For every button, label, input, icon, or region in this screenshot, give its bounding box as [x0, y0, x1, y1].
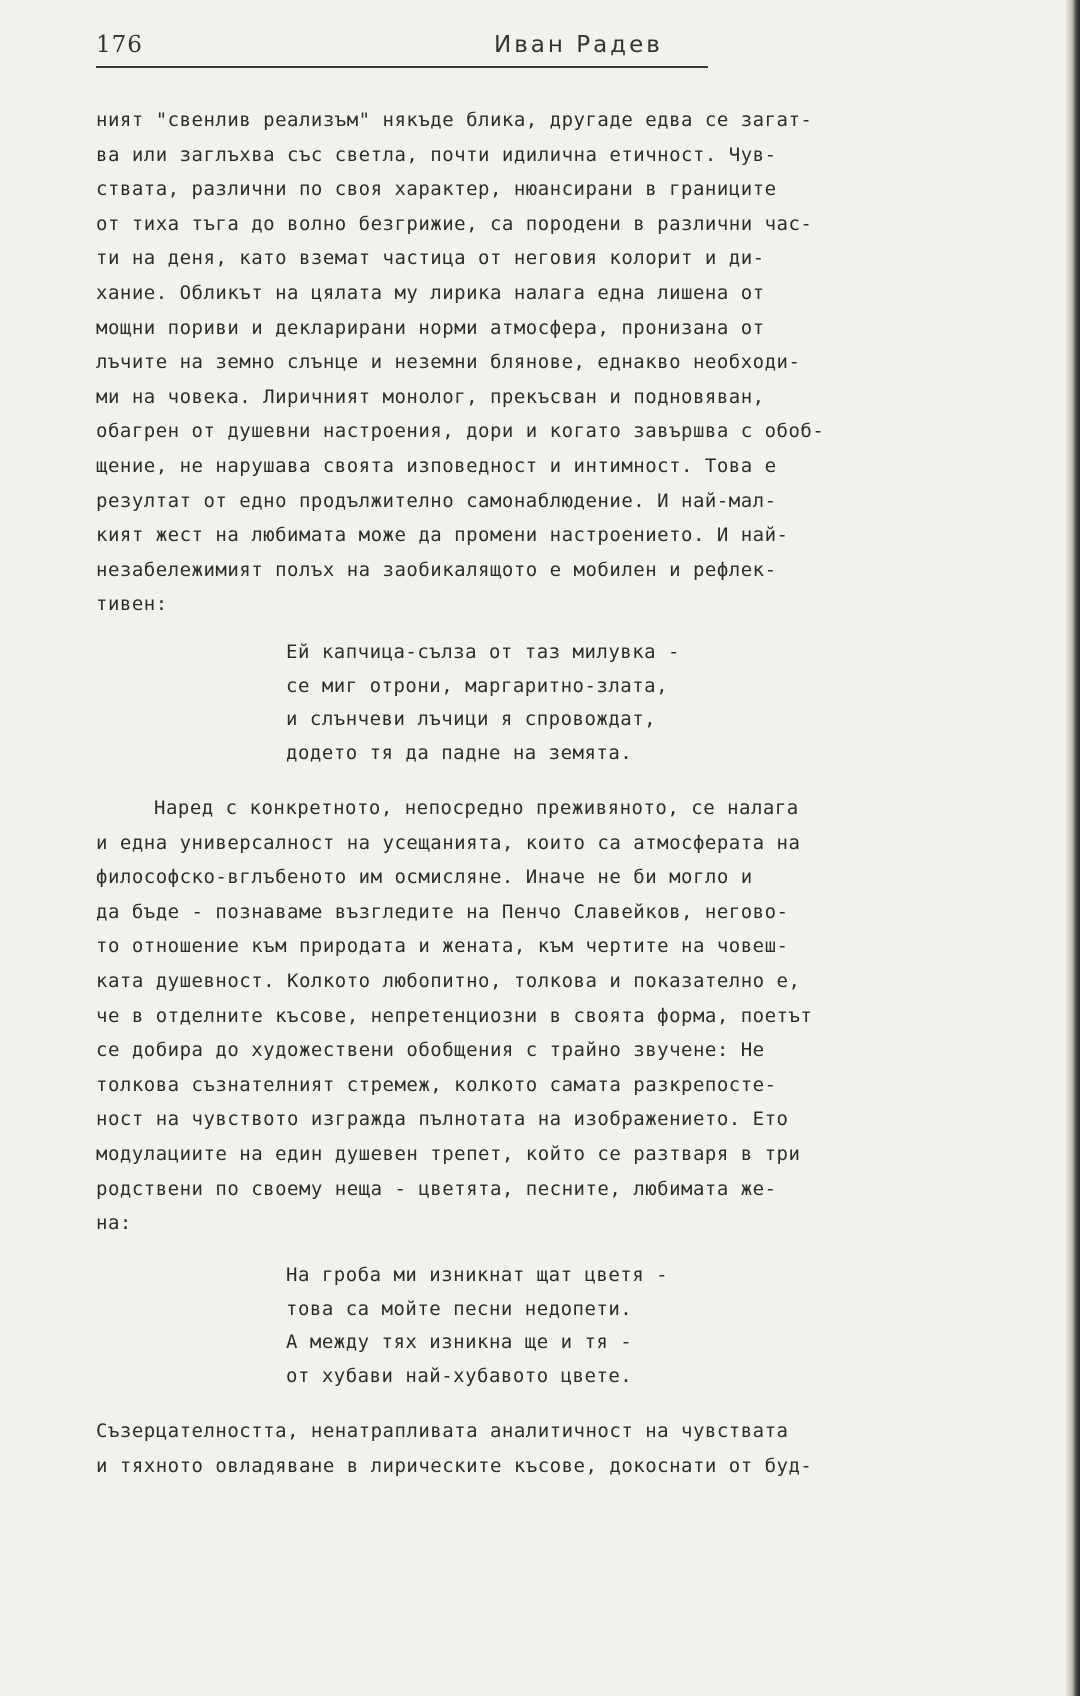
- text-line: че в отделните късове, непретенциозни в своята форма, поетът: [96, 1004, 813, 1027]
- text-line: и тяхното овладяване в лирическите късове, докоснати от буд-: [96, 1454, 813, 1477]
- running-head: Иван Радев: [494, 32, 663, 58]
- text-line: да бъде - познаваме възгледите на Пенчо Славейков, негово-: [96, 900, 789, 923]
- text-line: мощни пориви и декларирани норми атмосфера, пронизана от: [96, 316, 765, 339]
- page-number: 176: [96, 32, 143, 58]
- text-line: то отношение към природата и жената, към чертите на човеш-: [96, 935, 789, 958]
- text-line: Наред с конкретното, непосредно преживяното, се налага: [154, 797, 799, 819]
- verse-quote-1: [286, 636, 886, 770]
- text-line: родствени по своему неща - цветята, песните, любимата же-: [96, 1177, 777, 1200]
- verse-line: и слънчеви лъчици я спровождат,: [286, 708, 657, 730]
- text-line: толкова съзнателният стремеж, колкото самата разкрепосте-: [96, 1073, 777, 1096]
- paragraph-2: [96, 791, 1056, 1241]
- text-line: кият жест на любимата може да промени настроението. И най-: [96, 524, 789, 547]
- text-line: ност на чувството изгражда пълнотата на изображението. Ето: [96, 1108, 789, 1131]
- text-line: ката душевност. Колкото любопитно, толкова и показателно е,: [96, 969, 801, 992]
- text-line: Съзерцателността, ненатрапливата аналитичност на чувствата: [96, 1420, 789, 1442]
- text-line: ти на деня, като вземат частица от неговия колорит и ди-: [96, 247, 765, 270]
- text-line: ствата, различни по своя характер, нюансирани в границите: [96, 178, 777, 201]
- paragraph-3: [96, 1414, 1056, 1483]
- page-header: [96, 30, 708, 68]
- text-line: щение, не нарушава своята изповедност и интимност. Това е: [96, 454, 777, 477]
- text-line: резултат от едно продължително самонаблюдение. И най-мал-: [96, 489, 777, 512]
- text-line: философско-вглъбеното им осмисляне. Иначе не би могло и: [96, 866, 753, 889]
- text-line: тивен:: [96, 593, 168, 616]
- text-line: обагрен от душевни настроения, дори и когато завършва с обоб-: [96, 420, 825, 443]
- text-line: ва или заглъхва със светла, почти идилична етичност. Чув-: [96, 143, 777, 166]
- text-line: хание. Обликът на цялата му лирика налага една лишена от: [96, 281, 765, 304]
- text-line: на:: [96, 1212, 132, 1235]
- verse-line: това са мойте песни недопети.: [286, 1297, 633, 1320]
- verse-line: се миг отрони, маргаритно-злата,: [286, 674, 669, 697]
- text-line: ният "свенлив реализъм" някъде блика, другаде едва се загат-: [96, 109, 813, 131]
- verse-line: На гроба ми изникнат щат цветя -: [286, 1264, 669, 1286]
- page-edge-shadow: [1066, 0, 1080, 1696]
- text-line: се добира до художествени обобщения с трайно звучене: Не: [96, 1039, 765, 1062]
- text-line: незабележимият полъх на заобикалящото е мобилен и рефлек-: [96, 558, 777, 581]
- paragraph-1: [96, 103, 1056, 622]
- verse-quote-2: [286, 1259, 886, 1393]
- text-line: от тиха тъга до волно безгрижие, са породени в различни час-: [96, 212, 813, 235]
- text-line: и една универсалност на усещанията, които са атмосферата на: [96, 831, 801, 854]
- text-line: модулациите на един душевен трепет, който се разтваря в три: [96, 1142, 801, 1165]
- verse-line: А между тях изникна ще и тя -: [286, 1331, 633, 1353]
- verse-line: Ей капчица-сълза от таз милувка -: [286, 641, 680, 663]
- verse-line: додето тя да падне на земята.: [286, 741, 633, 764]
- text-line: ми на човека. Лиричният монолог, прекъсван и подновяван,: [96, 385, 765, 408]
- verse-line: от хубави най-хубавото цвете.: [286, 1364, 633, 1387]
- text-line: лъчите на земно слънце и неземни блянове, еднакво необходи-: [96, 351, 801, 374]
